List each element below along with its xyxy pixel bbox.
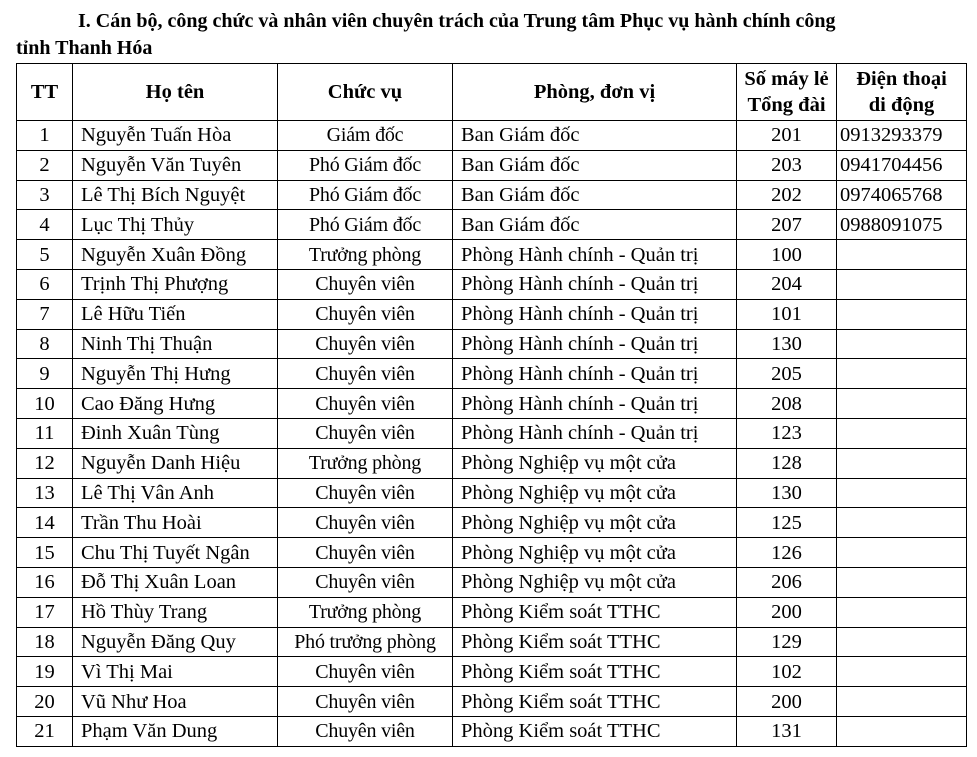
cell-position: Chuyên viên <box>278 538 453 568</box>
cell-tt: 8 <box>17 329 73 359</box>
cell-department: Phòng Hành chính - Quản trị <box>453 418 737 448</box>
section-heading <box>16 8 966 62</box>
cell-position: Trưởng phòng <box>278 240 453 270</box>
cell-department: Ban Giám đốc <box>453 210 737 240</box>
table-row <box>17 121 967 151</box>
table-row <box>17 299 967 329</box>
table-header-row <box>17 64 967 121</box>
cell-position: Trưởng phòng <box>278 597 453 627</box>
table-row <box>17 567 967 597</box>
cell-position: Chuyên viên <box>278 716 453 746</box>
cell-position: Chuyên viên <box>278 329 453 359</box>
cell-extension: 101 <box>737 299 837 329</box>
cell-department: Phòng Kiểm soát TTHC <box>453 627 737 657</box>
cell-mobile <box>837 687 967 717</box>
cell-tt: 7 <box>17 299 73 329</box>
cell-name: Hồ Thùy Trang <box>73 597 278 627</box>
header-tt: TT <box>17 64 73 121</box>
cell-department: Phòng Kiểm soát TTHC <box>453 597 737 627</box>
cell-extension: 100 <box>737 240 837 270</box>
cell-extension: 206 <box>737 567 837 597</box>
cell-tt: 19 <box>17 657 73 687</box>
cell-mobile: 0974065768 <box>837 180 967 210</box>
cell-mobile <box>837 448 967 478</box>
table-row <box>17 627 967 657</box>
cell-department: Phòng Nghiệp vụ một cửa <box>453 538 737 568</box>
cell-tt: 12 <box>17 448 73 478</box>
cell-department: Ban Giám đốc <box>453 121 737 151</box>
cell-extension: 208 <box>737 389 837 419</box>
cell-name: Nguyễn Thị Hưng <box>73 359 278 389</box>
cell-name: Lục Thị Thủy <box>73 210 278 240</box>
cell-name: Vũ Như Hoa <box>73 687 278 717</box>
cell-mobile <box>837 597 967 627</box>
table-row <box>17 478 967 508</box>
cell-extension: 130 <box>737 329 837 359</box>
cell-extension: 123 <box>737 418 837 448</box>
cell-department: Phòng Kiểm soát TTHC <box>453 716 737 746</box>
cell-department: Phòng Kiểm soát TTHC <box>453 687 737 717</box>
cell-extension: 201 <box>737 121 837 151</box>
table-row <box>17 448 967 478</box>
cell-mobile <box>837 508 967 538</box>
header-mobile-line1: Điện thoại <box>856 68 947 90</box>
table-row <box>17 389 967 419</box>
cell-mobile <box>837 567 967 597</box>
cell-extension: 126 <box>737 538 837 568</box>
cell-extension: 131 <box>737 716 837 746</box>
cell-tt: 5 <box>17 240 73 270</box>
cell-mobile <box>837 627 967 657</box>
cell-extension: 130 <box>737 478 837 508</box>
header-extension <box>737 64 837 121</box>
header-extension-line2: Tổng đài <box>747 94 826 116</box>
cell-tt: 13 <box>17 478 73 508</box>
cell-tt: 2 <box>17 150 73 180</box>
cell-tt: 4 <box>17 210 73 240</box>
cell-name: Lê Thị Vân Anh <box>73 478 278 508</box>
cell-name: Vì Thị Mai <box>73 657 278 687</box>
cell-tt: 10 <box>17 389 73 419</box>
cell-name: Đinh Xuân Tùng <box>73 418 278 448</box>
cell-extension: 203 <box>737 150 837 180</box>
cell-mobile: 0941704456 <box>837 150 967 180</box>
table-row <box>17 329 967 359</box>
cell-department: Phòng Hành chính - Quản trị <box>453 359 737 389</box>
cell-department: Phòng Nghiệp vụ một cửa <box>453 508 737 538</box>
cell-extension: 125 <box>737 508 837 538</box>
cell-department: Phòng Hành chính - Quản trị <box>453 329 737 359</box>
cell-extension: 128 <box>737 448 837 478</box>
cell-tt: 20 <box>17 687 73 717</box>
cell-position: Chuyên viên <box>278 389 453 419</box>
table-row <box>17 657 967 687</box>
cell-extension: 102 <box>737 657 837 687</box>
section-heading-line2: tỉnh Thanh Hóa <box>16 37 153 59</box>
table-body <box>17 121 967 747</box>
cell-tt: 3 <box>17 180 73 210</box>
cell-position: Chuyên viên <box>278 269 453 299</box>
cell-name: Nguyễn Văn Tuyên <box>73 150 278 180</box>
cell-extension: 200 <box>737 597 837 627</box>
cell-position: Chuyên viên <box>278 359 453 389</box>
section-heading-line1: I. Cán bộ, công chức và nhân viên chuyên trách của Trung tâm Phục vụ hành chính công <box>78 10 836 32</box>
cell-tt: 1 <box>17 121 73 151</box>
table-row <box>17 359 967 389</box>
cell-name: Cao Đăng Hưng <box>73 389 278 419</box>
header-position: Chức vụ <box>278 64 453 121</box>
cell-position: Chuyên viên <box>278 687 453 717</box>
table-row <box>17 240 967 270</box>
cell-mobile <box>837 478 967 508</box>
cell-name: Nguyễn Danh Hiệu <box>73 448 278 478</box>
cell-tt: 15 <box>17 538 73 568</box>
table-row <box>17 687 967 717</box>
cell-name: Lê Thị Bích Nguyệt <box>73 180 278 210</box>
cell-position: Phó Giám đốc <box>278 180 453 210</box>
cell-mobile <box>837 329 967 359</box>
cell-position: Phó Giám đốc <box>278 210 453 240</box>
header-department: Phòng, đơn vị <box>453 64 737 121</box>
header-mobile-line2: di động <box>868 94 935 116</box>
cell-department: Phòng Hành chính - Quản trị <box>453 299 737 329</box>
header-mobile <box>837 64 967 121</box>
cell-position: Chuyên viên <box>278 418 453 448</box>
table-row <box>17 508 967 538</box>
cell-department: Phòng Hành chính - Quản trị <box>453 240 737 270</box>
cell-mobile <box>837 269 967 299</box>
cell-name: Nguyễn Đăng Quy <box>73 627 278 657</box>
cell-extension: 207 <box>737 210 837 240</box>
cell-extension: 129 <box>737 627 837 657</box>
cell-mobile: 0913293379 <box>837 121 967 151</box>
table-row <box>17 210 967 240</box>
cell-tt: 9 <box>17 359 73 389</box>
table-row <box>17 597 967 627</box>
header-extension-line1: Số máy lẻ <box>744 68 829 90</box>
cell-extension: 205 <box>737 359 837 389</box>
cell-name: Nguyễn Tuấn Hòa <box>73 121 278 151</box>
table-row <box>17 418 967 448</box>
cell-mobile <box>837 299 967 329</box>
cell-extension: 202 <box>737 180 837 210</box>
cell-name: Lê Hữu Tiến <box>73 299 278 329</box>
cell-mobile <box>837 716 967 746</box>
cell-tt: 16 <box>17 567 73 597</box>
cell-position: Chuyên viên <box>278 508 453 538</box>
table-row <box>17 716 967 746</box>
cell-department: Ban Giám đốc <box>453 150 737 180</box>
cell-tt: 14 <box>17 508 73 538</box>
cell-mobile <box>837 418 967 448</box>
table-row <box>17 269 967 299</box>
table-row <box>17 538 967 568</box>
cell-department: Phòng Nghiệp vụ một cửa <box>453 567 737 597</box>
cell-position: Chuyên viên <box>278 478 453 508</box>
staff-table <box>16 63 967 747</box>
cell-extension: 204 <box>737 269 837 299</box>
cell-tt: 18 <box>17 627 73 657</box>
header-name: Họ tên <box>73 64 278 121</box>
cell-name: Trần Thu Hoài <box>73 508 278 538</box>
cell-department: Phòng Hành chính - Quản trị <box>453 269 737 299</box>
cell-department: Phòng Hành chính - Quản trị <box>453 389 737 419</box>
cell-position: Phó trưởng phòng <box>278 627 453 657</box>
cell-department: Phòng Kiểm soát TTHC <box>453 657 737 687</box>
cell-mobile <box>837 240 967 270</box>
cell-position: Giám đốc <box>278 121 453 151</box>
cell-position: Chuyên viên <box>278 657 453 687</box>
cell-tt: 17 <box>17 597 73 627</box>
cell-mobile <box>837 657 967 687</box>
cell-tt: 6 <box>17 269 73 299</box>
cell-name: Đỗ Thị Xuân Loan <box>73 567 278 597</box>
cell-position: Chuyên viên <box>278 567 453 597</box>
cell-department: Phòng Nghiệp vụ một cửa <box>453 478 737 508</box>
cell-position: Phó Giám đốc <box>278 150 453 180</box>
cell-name: Trịnh Thị Phượng <box>73 269 278 299</box>
cell-name: Phạm Văn Dung <box>73 716 278 746</box>
table-row <box>17 180 967 210</box>
cell-tt: 11 <box>17 418 73 448</box>
cell-mobile: 0988091075 <box>837 210 967 240</box>
cell-mobile <box>837 538 967 568</box>
cell-department: Ban Giám đốc <box>453 180 737 210</box>
cell-extension: 200 <box>737 687 837 717</box>
table-row <box>17 150 967 180</box>
cell-position: Chuyên viên <box>278 299 453 329</box>
cell-position: Trưởng phòng <box>278 448 453 478</box>
cell-name: Ninh Thị Thuận <box>73 329 278 359</box>
cell-mobile <box>837 359 967 389</box>
cell-tt: 21 <box>17 716 73 746</box>
cell-name: Nguyễn Xuân Đồng <box>73 240 278 270</box>
cell-mobile <box>837 389 967 419</box>
cell-department: Phòng Nghiệp vụ một cửa <box>453 448 737 478</box>
cell-name: Chu Thị Tuyết Ngân <box>73 538 278 568</box>
